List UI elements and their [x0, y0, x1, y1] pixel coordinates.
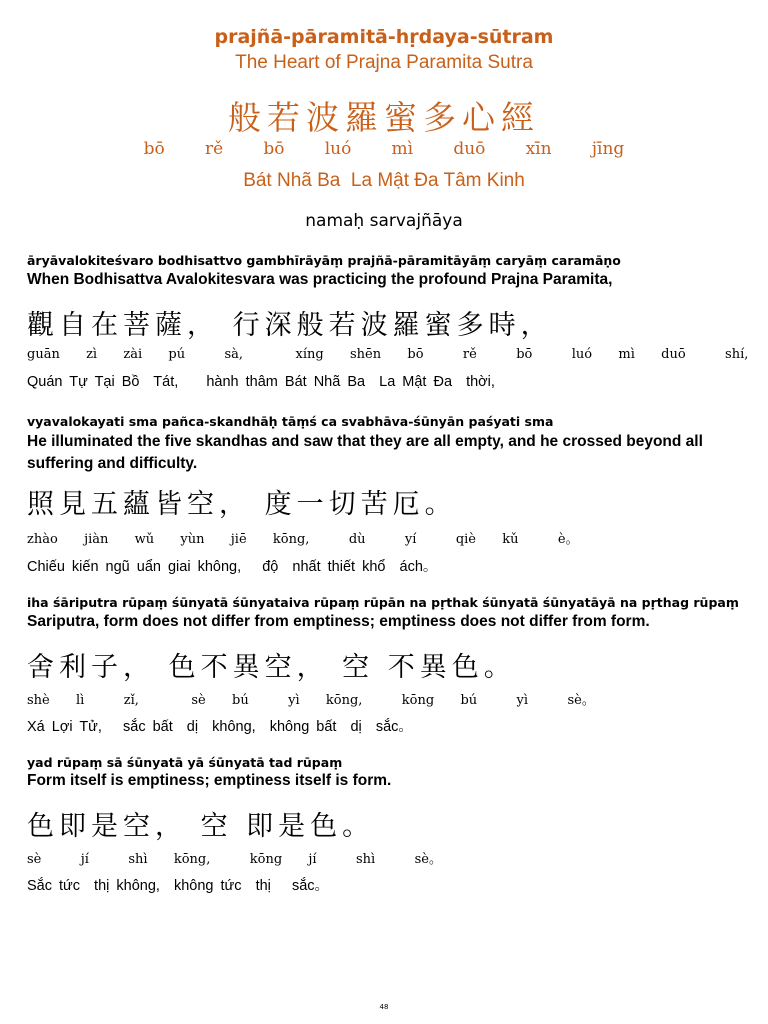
verse-2-sanskrit: vyavalokayati sma pañca-skandhāḥ tāṃś ca svabhāva-śūnyān paśyati sma: [27, 414, 554, 429]
verse-1-english: When Bodhisattva Avalokitesvara was practicing the profound Prajna Paramita,: [27, 271, 613, 288]
verse-1-chinese: 觀自在菩薩， 行深般若波羅蜜多時，: [27, 310, 553, 341]
verse-2-english: He illuminated the five skandhas and saw that they are all empty, and he crossed beyond all suffering and difficulty.: [27, 433, 703, 472]
verse-3-vietnamese: Xá Lợi Tử, sắc bất dị không, không bất dị sắc。: [27, 719, 413, 735]
verse-2-vietnamese: Chiếu kiến ngũ uẩn giai không, độ nhất thiết khổ ách。: [27, 559, 438, 575]
verse-4-vietnamese: Sắc tức thị không, không tức thị sắc。: [27, 878, 330, 894]
title-english: The Heart of Prajna Paramita Sutra: [235, 52, 533, 73]
verse-1-sanskrit: āryāvalokiteśvaro bodhisattvo gambhīrāyāṃ prajñā-pāramitāyāṃ caryāṃ caramāṇo: [27, 253, 621, 268]
verse-4-sanskrit: yad rūpaṃ sā śūnyatā yā śūnyatā tad rūpaṃ: [27, 755, 343, 770]
verse-3-sanskrit: iha śāriputra rūpaṃ śūnyatā śūnyataiva rūpaṃ rūpān na pṛthak śūnyatā śūnyatāyā na pṛthag rūpaṃ: [27, 595, 739, 610]
verse-2-chinese: 照見五蘊皆空， 度一切苦厄。: [27, 489, 457, 520]
verse-3-pinyin: shè lì zǐ, sè bú yì kōng, kōng bú yì sè。: [27, 693, 595, 708]
title-sanskrit: prajñā-pāramitā-hṛdaya-sūtram: [214, 26, 554, 48]
verse-3-english: Sariputra, form does not differ from emptiness; emptiness does not differ from form.: [27, 613, 650, 630]
invocation: namaḥ sarvajñāya: [305, 211, 463, 231]
verse-1-pinyin: guān zì zài pú sà, xíng shēn bō rě bō luó mì duō shí,: [27, 347, 749, 362]
title-chinese: 般若波羅蜜多心經: [228, 98, 540, 137]
page-number: 48: [379, 1003, 389, 1011]
verse-4-chinese: 色即是空， 空 即是色。: [27, 811, 375, 842]
verse-1-vietnamese: Quán Tự Tại Bồ Tát, hành thâm Bát Nhã Ba La Mật Đa thời,: [27, 374, 495, 390]
verse-2-pinyin: zhào jiàn wǔ yùn jiē kōng, dù yí qiè kǔ è。: [27, 532, 579, 547]
verse-4-english: Form itself is emptiness; emptiness itself is form.: [27, 772, 392, 789]
title-pinyin: bō rě bō luó mì duō xīn jīng: [143, 139, 625, 159]
verse-3-chinese: 舍利子， 色不異空， 空 不異色。: [27, 652, 516, 683]
title-vietnamese: Bát Nhã Ba La Mật Đa Tâm Kinh: [243, 170, 525, 191]
verse-4-pinyin: sè jí shì kōng, kōng jí shì sè。: [27, 852, 442, 867]
